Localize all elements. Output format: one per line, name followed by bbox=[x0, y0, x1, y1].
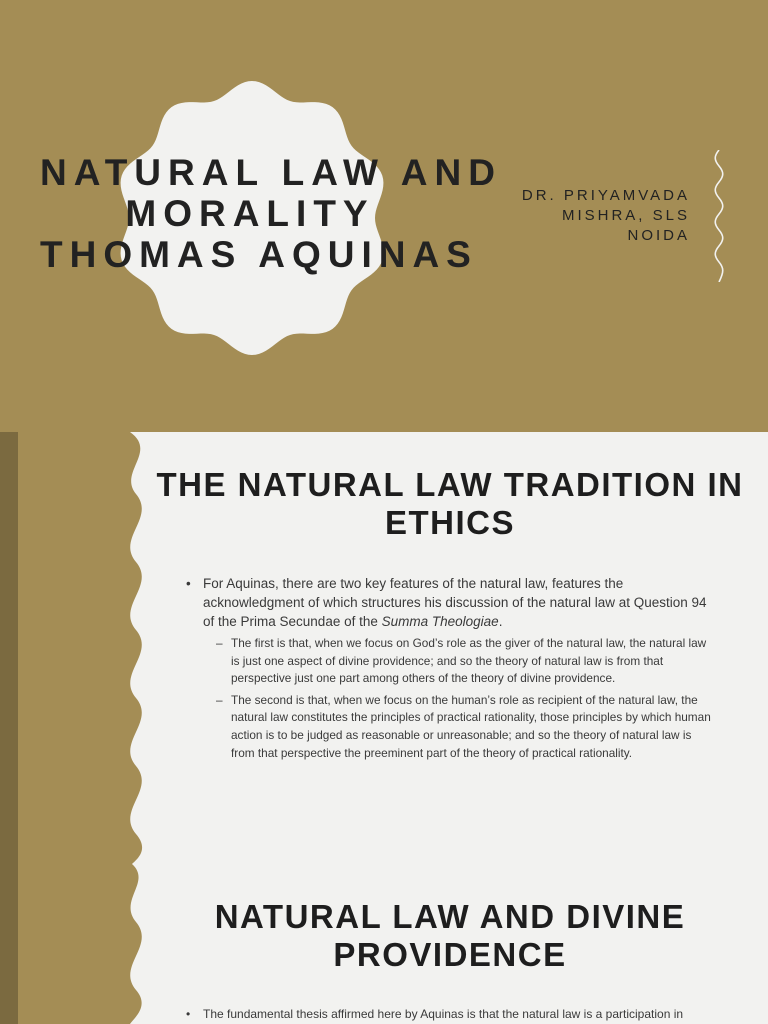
content-slide-divine-providence bbox=[0, 864, 768, 1024]
title-line-1: NATURAL LAW AND bbox=[40, 152, 502, 193]
content-slide-natural-law-tradition bbox=[0, 432, 768, 864]
sub-bullet-text: The second is that, when we focus on the human’s role as recipient of the natural law, the natural law constitutes the principles of practical rationality, those principles by which human action is to be judged as reasonable or unreasonable; and so the theory of natural law is from that perspective the preeminent part of the theory of practical rationality. bbox=[231, 692, 711, 760]
title-slide bbox=[0, 0, 768, 432]
dash-marker: – bbox=[216, 692, 223, 707]
slide-body bbox=[186, 574, 716, 762]
bullet-end: . bbox=[498, 614, 503, 629]
side-strip bbox=[0, 864, 18, 1024]
author-block bbox=[522, 186, 690, 246]
side-wave-decoration bbox=[18, 864, 146, 1024]
side-wave-decoration bbox=[18, 432, 146, 864]
bullet-text: For Aquinas, there are two key features of the natural law, features the acknowledgment of which structures his discussion of the natural law at Question 94 of the Prima Secundae of the bbox=[203, 576, 707, 629]
side-strip bbox=[0, 432, 18, 864]
slide-title: THE NATURAL LAW TRADITION IN ETHICS bbox=[156, 466, 744, 541]
sub-bullet-item bbox=[186, 692, 716, 762]
bullet-item bbox=[186, 1006, 716, 1023]
slide-body bbox=[186, 1006, 716, 1023]
bullet-emphasis: Summa Theologiae bbox=[381, 614, 499, 629]
author-line-3: NOIDA bbox=[627, 227, 690, 244]
bullet-item bbox=[186, 574, 716, 631]
presentation-title bbox=[40, 152, 502, 275]
author-line-1: DR. PRIYAMVADA bbox=[521, 187, 690, 204]
dash-marker: – bbox=[216, 636, 223, 650]
title-line-2: MORALITY bbox=[125, 193, 375, 234]
slide-title: NATURAL LAW AND DIVINE PROVIDENCE bbox=[214, 898, 686, 973]
author-line-2: MISHRA, SLS bbox=[561, 207, 690, 224]
title-line-3: THOMAS AQUINAS bbox=[40, 234, 478, 275]
wavy-divider bbox=[712, 150, 726, 282]
sub-bullet-item bbox=[186, 635, 716, 688]
sub-bullet-text: The first is that, when we focus on God’s role as the giver of the natural law, the natural law is just one aspect of divine providence; and so the theory of natural law is from that perspective just one part among others of the theory of divine providence. bbox=[231, 636, 707, 686]
bullet-text: The fundamental thesis affirmed here by Aquinas is that the natural law is a participation in bbox=[203, 1007, 684, 1021]
